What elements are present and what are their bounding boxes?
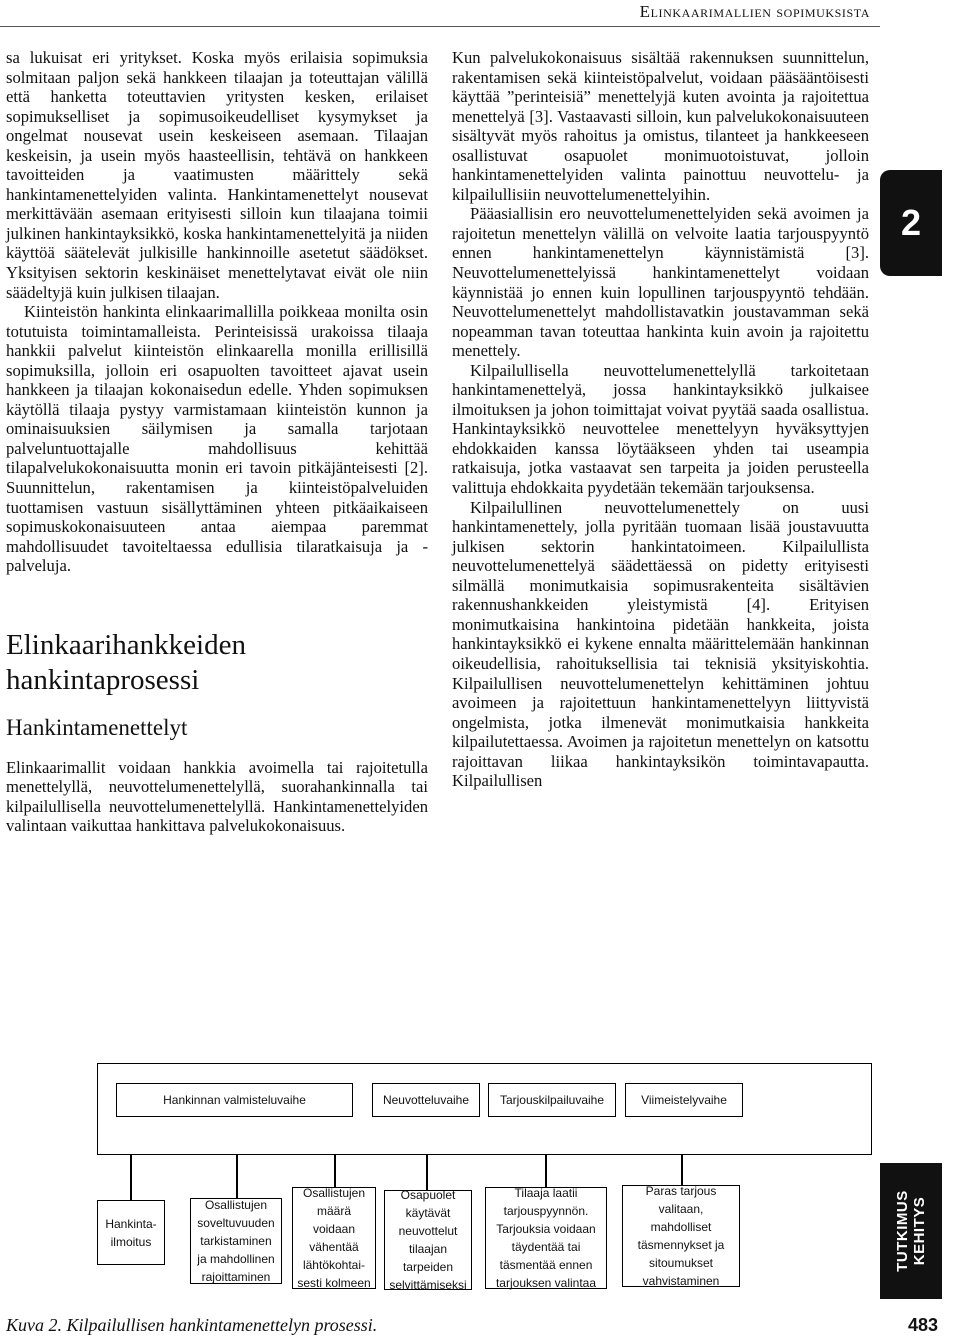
section-side-tab: [880, 1163, 942, 1299]
step-negotiations: [384, 1190, 472, 1290]
connector-line: [681, 1155, 683, 1185]
right-paragraph-2: Pääasiallisin ero neuvottelumenettelyiden sekä avoimen ja rajoitetun menettelyn välillä on velvoite laatia tarjouspyyntö ennen hankintamenettelyn käynnistämistä [3]. Neuvottelumenettelyissä hankintamenettelyt voidaan käynnistää jo ennen kuin lopullinen tarjouspyyntö tehdään. Neuvottelumenettelyt mahdollistavatkin joustavamman sekä nopeamman tavan toteuttaa hankinta kuin avoin ja rajoitettu menettely.: [452, 204, 869, 361]
step-text: Hankinta-: [105, 1216, 157, 1231]
step-text: soveltuvuuden: [197, 1216, 275, 1230]
phase-bidding: Tarjouskilpailuvaihe: [488, 1083, 616, 1117]
step-text: selvittämiseksi: [389, 1278, 467, 1292]
side-tab-line-2: KEHITYS: [911, 1196, 928, 1266]
step-text: ja mahdollinen: [197, 1252, 275, 1266]
step-text: vähentää: [309, 1240, 359, 1254]
left-paragraph-2: Kiinteistön hankinta elinkaarimallilla poikkeaa monilta osin totutuista toimintamalleista. Perinteisissä urakoissa tilaaja hankkii palvelut kiinteistön elinkaarella monilla erillisillä sopimuksilla, jolloin eri osapuolten tavoitteet ajavat usein hankkeen ja tilaajan kokonaisedun edelle. Yhden sopimuksen käytöllä tilaaja pystyy varmistamaan kiinteistön kunnon ja ominaisuuksien säilymisen ja samalla tarjotaan palveluntuottajalle mahdollisuus kehittää tilapalvelukokonaisuutta monin eri tavoin pitkäjänteisesti [2]. Suunnittelun, rakentamisen ja kiinteistöpalveluiden tuottamisen vastuun sisällyttäminen yhteen pitkäaikaiseen sopimuskokonaisuuteen antaa aiempaa paremmat mahdollisuudet tavoiteltaessa edullisia tilaratkaisuja ja -palveluja.: [6, 302, 428, 576]
step-text: käytävät: [405, 1206, 451, 1220]
step-text: neuvottelut: [398, 1224, 458, 1238]
step-request-for-tender: [485, 1187, 607, 1289]
step-reduce-participants: [292, 1187, 376, 1289]
step-text: lähtökohtai-: [302, 1258, 366, 1272]
connector-line: [236, 1155, 238, 1198]
running-head: Elinkaarimallien sopimuksista: [639, 2, 870, 21]
step-text: täsmennykset ja: [637, 1238, 725, 1252]
step-text: mahdolliset: [650, 1220, 712, 1234]
step-text: Osallistujen: [302, 1186, 366, 1200]
step-text: voidaan: [312, 1222, 356, 1236]
step-text: tarjouspyynnön.: [503, 1204, 589, 1218]
figure-caption: Kuva 2. Kilpailullisen hankintamenettelyn prosessi.: [6, 1315, 378, 1335]
step-text: määrä: [316, 1204, 351, 1218]
step-text: Paras tarjous: [645, 1184, 717, 1198]
step-text: Osallistujen: [204, 1198, 267, 1212]
left-paragraph-3: Elinkaarimallit voidaan hankkia avoimella tai rajoitetulla menettelyllä, neuvottelumenettelyllä, suorahankinnalla tai kilpailullisella neuvottelumenettelyllä. Hankintamenettelyiden valintaan vaikuttaa hankittava palvelukokonaisuus.: [6, 757, 428, 836]
step-text: sitoumukset: [648, 1256, 714, 1270]
step-text: tilaajan: [408, 1242, 447, 1256]
left-paragraph-1: sa lukuisat eri yritykset. Koska myös erilaisia sopimuksia solmitaan paljon sekä hankkeen tilaajan ja toteuttajan välillä että hanketta toteuttavien yritysten kesken, erilaiset sopimukselliset ja sopimusoikeudelliset kysymykset ja ongelmat nousevat usein keskeiseen asemaan. Tilaajan keskeisin, ja usein myös haasteellisin, tehtävä on hankkeen tavoitteiden ja vaatimusten määrittely sekä hankintamenettelyiden valinta. Hankintamenettelyt nousevat merkittävään asemaan erityisesti silloin kun tilaajana toimii julkinen hankintayksikkö, koska hankintamenettelyitä ja niiden käyttöä säätelevät julkisille hankinnoille asetetut säädökset. Yksityisen sektorin keskinäiset menettelytavat eivät ole niin säädeltyjä kuin julkisen tilaajan.: [6, 48, 428, 302]
step-suitability-check: [190, 1198, 282, 1284]
right-column: [452, 48, 869, 791]
step-text: sesti kolmeen: [297, 1276, 371, 1290]
step-announcement: [97, 1200, 165, 1265]
step-text: rajoittaminen: [201, 1270, 271, 1284]
step-text: Tilaaja laatii: [514, 1186, 578, 1200]
step-text: vahvistaminen: [642, 1274, 720, 1288]
chapter-number-badge: 2: [880, 170, 942, 276]
right-paragraph-1: Kun palvelukokonaisuus sisältää rakennuksen suunnittelun, rakentamisen sekä kiinteistöpalvelut, voidaan pääsääntöisesti käyttää ”perinteisiä” menettelyjä kuten avointa ja rajoitettua menettelyä [3]. Vastaavasti silloin, kun palvelukokonaisuuteen sisältyvät myös rahoitus ja omistus, tilanteet ja hankkeeseen osallistuvat osapuolet monimuotoistuvat, jolloin hankintamenettelyiden valinta painottuu neuvottelu- ja kilpailullisiin neuvottelumenettelyihin.: [452, 48, 869, 204]
connector-line: [545, 1155, 547, 1187]
connector-line: [130, 1155, 132, 1200]
page-number: 483: [907, 1315, 938, 1335]
step-text: tarjouksen valintaa: [495, 1276, 597, 1290]
step-text: ilmoitus: [110, 1234, 152, 1249]
step-best-tender: [622, 1185, 740, 1287]
step-text: täsmentää ennen: [499, 1258, 593, 1272]
side-tab-line-1: TUTKIMUS: [894, 1190, 911, 1272]
phase-negotiation: Neuvotteluvaihe: [372, 1083, 480, 1117]
step-text: tarpeiden: [402, 1260, 454, 1274]
header-rule: [0, 26, 880, 27]
step-text: tarkistaminen: [200, 1234, 272, 1248]
step-text: täydentää tai: [511, 1240, 581, 1254]
section-title-line-2: hankintaprosessi: [6, 663, 200, 696]
connector-line: [426, 1155, 428, 1190]
right-paragraph-4: Kilpailullinen neuvottelumenettely on uusi hankintamenettely, jolla pyritään tuomaan lisää joustavuutta julkisen sektorin hankintatoimeen. Kilpailullista neuvottelumenettelyä säädettäessä on pidetty erityisesti silmällä monimutkaisia sopimusrakenteita sisältävien rakennushankkeiden yleistymistä [4]. Erityisen monimutkaisina hankintoina pidetään hankkeita, joista hankintayksikkö ei kykene ennalta määrittelemään hankinnan oikeudellisia, rahoituksellisia tai teknisiä yksityiskohtia. Kilpailullisen neuvottelumenettelyn kehittäminen johtuu avoimeen ja rajoitettuun hankintamenettelyyn liittyvistä ongelmista, jotka ilmenevät monimutkaisia hankkeita kilpailutettaessa. Avoimen ja rajoitetun menettelyn on katsottu rajoittavan liikaa hankintayksikön toimintavapautta. Kilpailullisen: [452, 497, 869, 791]
phase-preparation: Hankinnan valmisteluvaihe: [116, 1083, 353, 1117]
phase-finalization: Viimeistelyvaihe: [625, 1083, 743, 1117]
step-text: Tarjouksia voidaan: [496, 1222, 596, 1236]
step-text: Osapuolet: [400, 1188, 456, 1202]
right-paragraph-3: Kilpailullisella neuvottelumenettelyllä tarkoitetaan hankintamenettelyä, jossa hankintayksikkö julkaisee ilmoituksen ja johon toimittajat voivat pyytää saada osallistua. Hankintayksikkö neuvottelee menettelyyn hyväksyttyjen ehdokkaiden kanssa löytääkseen yhden tai useampia ratkaisuja, jotka vastaavat sen tarpeita ja joiden perusteella valittuja ehdokkaita pyydetään tekemään tarjouksensa.: [452, 360, 869, 498]
subsection-title: Hankintamenettelyt: [6, 714, 188, 740]
section-title-line-1: Elinkaarihankkeiden: [6, 628, 246, 661]
step-text: valitaan,: [658, 1202, 704, 1216]
section-title: [6, 628, 428, 698]
connector-line: [334, 1155, 336, 1187]
left-column: [6, 48, 428, 836]
